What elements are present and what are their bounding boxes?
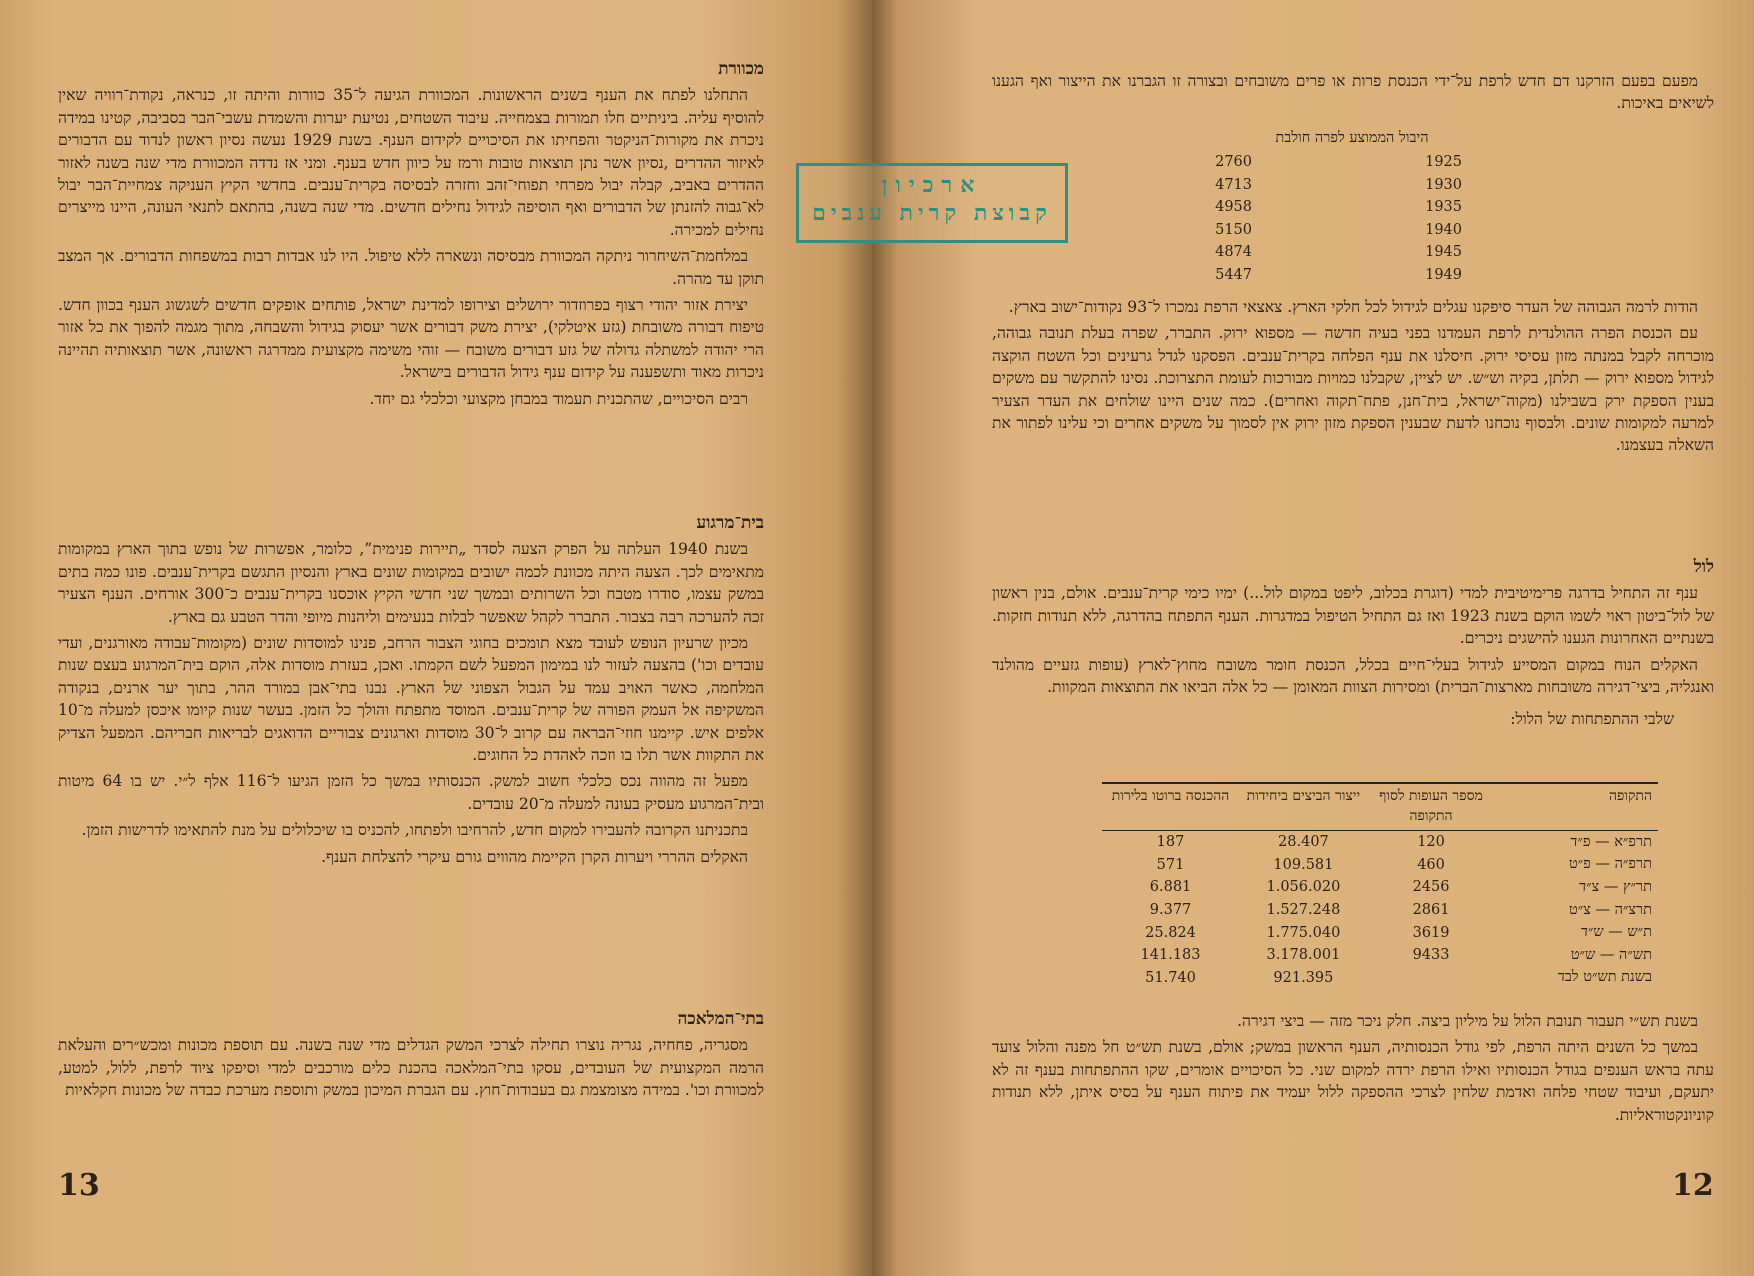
table-cell: 9433 xyxy=(1412,947,1450,964)
table-cell: 28.407 xyxy=(1278,834,1329,851)
table-caption: שלבי ההתפתחות של הלול: xyxy=(1510,710,1674,729)
paragraph: ענף זה התחיל בדרגה פרימיטיבית למדי (דוגרת בכלוב, ליפט במקום לול...) ימיו כימי קרית־ענבים. אולם, בנין ראשון של לול־ביטון ראוי לשמו הוקם בשנת 1923 ואז גם התחיל הטיפול במדגרות. הענף התפתח בהדרגה, ללא תנודות חזקות. בשנתיים האחרונות הגענו להישגים ניכרים. xyxy=(992,584,1714,648)
paragraph: הודות לרמה הגבוהה של העדר סיפקנו עגלים לגידול לכל חלקי הארץ. צאצאי הרפת נמכרו ל־93 נקודות־ישוב בארץ. xyxy=(1008,298,1698,316)
column-header: מספר העופות לסוף התקופה xyxy=(1368,783,1495,831)
table-cell: 6.881 xyxy=(1149,879,1192,896)
table-cell: תרפ״ה — פ״ט xyxy=(1569,856,1652,873)
table-cell: בשנת תש״ט לבד xyxy=(1557,969,1652,986)
milk-value: 2760 xyxy=(1215,154,1252,170)
left-column-rest-home xyxy=(58,512,764,872)
milk-year: 1930 xyxy=(1425,177,1462,193)
milk-year: 1949 xyxy=(1425,267,1462,283)
table-cell xyxy=(1368,967,1495,990)
table-cell: 9.377 xyxy=(1149,902,1192,919)
dairy-text xyxy=(992,296,1714,461)
table-cell: תש״ה — ש״ט xyxy=(1570,946,1652,963)
section-heading-poultry: לול xyxy=(1693,557,1714,577)
milk-row xyxy=(1102,177,1502,199)
paragraph: מפעם בפעם הזרקנו דם חדש לרפת על־ידי הכנסת פרות או פרים משובחים ובצורה זו הגברנו את הייצור ואף הגענו לשיאים באיכות. xyxy=(992,72,1714,113)
table-cell: 571 xyxy=(1156,856,1185,873)
paragraph: האקלים הנוח במקום המסייע לגידול בעלי־חיים בכלל, הכנסת חומר משובח מחוץ־לארץ (עופות גזעיים מהולנד ואנגליה, ביצי־דגירה משובחות מארצות־הברית) ומסירות הצוות המאומן — כל אלה הביאו את התוצאות המקוות. xyxy=(992,655,1714,697)
table-cell: 921.395 xyxy=(1273,969,1334,986)
section-heading-workshops: בתי־המלאכה xyxy=(677,1009,764,1029)
paragraph: התחלנו לפתח את הענף בשנים הראשונות. המכוורת הגיעה ל־35 כוורות והיתה זו, כנראה, נקודת־רוויה שאין להוסיף עליה. ביניתיים חלו תמורות בצמחייה. עיבוד השטחים, נטיעת יערות והשמדת עשבי־הבר בסביבה, קטינו במידה ניכרת את מקורות־הניקטר והפחיתו את הסיכויים לקידום הענף. בשנת 1929 נעשה נסיון ראשון לנדוד עם הדבורים לאיזור ההדרים ,נסיון אשר נתן תוצאות טובות ורמז על כיוון חדש בענף. ומני אז נדדה המכוורת מדי שנה בשנה לאזור ההדרים באביב, קבלה יבול מפרחי תפוחי־זהב וחזרה לבסיסה בקרית־ענבים. בחדשי הקיץ העניקה צמחיית־הבר יבול לא־גבוה להזנתן של הדבורים ואף הוסיפה לגידול נחילים חדשים. מדי שנה בשנה, בהתאם לתנאי העונה, היינו מייצרים נחילים למכירה. xyxy=(58,86,765,239)
page-number: 13 xyxy=(58,1168,100,1203)
table-cell: 2456 xyxy=(1412,879,1450,896)
paragraph: רבים הסיכויים, שהתכנית תעמוד במבחן מקצועי וכלכלי גם יחד. xyxy=(369,389,748,408)
table-cell: 25.824 xyxy=(1145,924,1196,941)
table-cell: 109.581 xyxy=(1273,856,1334,873)
milk-row xyxy=(1102,222,1502,244)
section-heading-rest-home: בית־מרגוע xyxy=(696,513,764,533)
poultry-text xyxy=(992,556,1714,735)
milk-value: 5447 xyxy=(1215,267,1252,283)
closing-text xyxy=(992,1010,1714,1130)
column-header: ייצור הביצים ביחידות xyxy=(1239,783,1368,831)
paragraph: האקלים ההררי ויערות הקרן הקיימת מהווים גורם עיקרי להצלחת הענף. xyxy=(321,847,748,866)
milk-year: 1945 xyxy=(1425,244,1462,260)
paragraph: יצירת אזור יהודי רצוף בפרוזדור ירושלים וצירופו למדינת ישראל, פותחים אופקים חדשים לשגשוג הענף בכוון חדש. טיפוח דבורה משובחת (גזע איטלקי), יצירת משק דבורים אשר יעסוק בגידול והשבחה, מתוך מגמה להפוך את כל אזור הרי יהודה למשתלה גדולה של גזע דבורים משובח — זוהי משימה מקצועית ממדרגה ראשונה, אשר תוצאותיה תהיינה ניכרות מאוד ותשפענה על קידום ענף גידול הדבורים בישראל. xyxy=(58,296,764,382)
paragraph: מפעל זה מהווה נכס כלכלי חשוב למשק. הכנסותיו במשך כל הזמן הגיעו ל־116 אלף ל״י. יש בו 64 מיטות ובית־המרגוע מעסיק בעונה למעלה מ־20 עובדים. xyxy=(58,772,764,813)
table-cell: 120 xyxy=(1417,834,1445,851)
table-row xyxy=(1102,899,1658,922)
milk-year: 1925 xyxy=(1425,154,1462,170)
table-cell: 460 xyxy=(1417,856,1445,873)
page-13 xyxy=(0,0,872,1276)
table-cell: 187 xyxy=(1156,834,1185,851)
milk-row xyxy=(1102,244,1502,266)
table-cell: תרצ״ה — צ״ט xyxy=(1569,901,1652,918)
paragraph: עם הכנסת הפרה ההולנדית לרפת העמדנו בפני בעיה חדשה — מספוא ירוק. התברר, שפרה בעלת תנובה גבוהה, מוכרחה לקבל במנתה מזון עסיסי ירוק. חיסלנו את ענף הפלחה בקרית־ענבים. הפסקנו לגדל גרעינים וכל השטח הוקצה לגידול מספוא ירוק — תלתן, בקיה וש״ש. יש לציין, שקבלנו כמויות מבורכות לעומת התצרוכת. נסינו להתקשר עם משקים בענין הספקת ירק בשבילנו (מקוה־ישראל, בית־חנן, פתח־תקוה ואחרים). כמה שנים היינו שולחים את העדר הצעיר למרעה למקומות שונים. ולבסוף נוכחנו לדעת שבענין הספקת מזון ירוק אין לסמוך על משקים אחרים וכי עלינו לפתור את השאלה בעצמנו. xyxy=(992,324,1714,455)
milk-row xyxy=(1102,154,1502,176)
milk-row xyxy=(1102,199,1502,221)
table-cell: 3619 xyxy=(1412,924,1450,941)
paragraph: במלחמת־השיחרור ניתקה המכוורת מבסיסה ונשארה ללא טיפול. היו לנו אבדות רבות במשפחות הדבורים. אך המצב תוקן עד מהרה. xyxy=(58,247,764,288)
table-cell: 2861 xyxy=(1412,902,1450,919)
archive-stamp xyxy=(796,163,1068,243)
table-cell: ת״ש — ש״ד xyxy=(1580,924,1652,941)
milk-year: 1935 xyxy=(1425,199,1462,215)
milk-value: 4958 xyxy=(1215,199,1252,215)
table-cell: 3.178.001 xyxy=(1266,947,1341,964)
table-cell: 1.527.248 xyxy=(1266,902,1341,919)
poultry-development-table xyxy=(1102,782,1658,989)
milk-table-caption: היבול הממוצע לפרה חולבת xyxy=(1275,130,1429,146)
table-row xyxy=(1102,854,1658,877)
milk-year: 1940 xyxy=(1425,222,1462,238)
milk-yield-table xyxy=(1102,130,1502,290)
milk-value: 4713 xyxy=(1215,177,1252,193)
left-column-workshops xyxy=(58,1008,764,1106)
paragraph: במשך כל השנים היתה הרפת, לפי גודל הכנסותיה, הענף הראשון במשק; אולם, בשנת תש״ט חל מפנה והלול צועד עתה בראש הענפים בגודל הכנסותיו ואילו הרפת ירדה למקום שני. כל הסיכויים אומרים, שקו ההתפתחות בענף זה לא יתעקם, ועיבוד שטחי פלחה ואדמת שלחין לצרכי ההספקה ללול יעמיד את פיתוח הענף על בסיס איתן, ללא תנודות קוניונקטוראליות. xyxy=(992,1038,1714,1124)
milk-value: 5150 xyxy=(1215,222,1252,238)
paragraph: בתכניתנו הקרובה להעבירו למקום חדש, להרחיבו ולפתחו, להכניס בו שיכלולים על מנת להתאימו לדרישות הזמן. xyxy=(81,821,748,840)
table-row xyxy=(1102,921,1658,944)
column-header: ההכנסה ברוטו בלירות xyxy=(1102,783,1239,831)
table-cell: 1.775.040 xyxy=(1266,924,1341,941)
table-cell: 51.740 xyxy=(1145,969,1196,986)
milk-row xyxy=(1102,267,1502,289)
paragraph: מסגריה, פחחיה, נגריה נוצרו תחילה לצרכי המשק הגדלים מדי שנה בשנה. עם תוספת מכונות ומכש״רים והעלאת הרמה המקצועית של העובדים, עסקו בתי־המלאכה בהכנת כלים מורכבים למדי וסיפקו ציוד לרפת, ללול, למטע, למכוורת וכו'. במידה מצומצמת גם בעבודות־חוץ. עם הגברת המיכון במשק ותוספת מערכת כבדה של מכונות חקלאיות xyxy=(58,1036,764,1100)
paragraph: בשנת 1940 העלתה על הפרק הצעה לסדר „תיירות פנימית”, כלומר, אפשרות של נופש בתוך הארץ במקומות מתאימים לכך. הצעה היתה מכוונת לכמה ישובים במקומות שונים בארץ והנסיון התגשם בקרית־ענבים. פונו כמה בתים במשק עצמו, סודרו מטבח וכל השרותים ובמשך שני חדשי הקיץ אוכסנו בקרית־ענבים כ־300 אורחים. הענף הצעיר זכה להערכה רבה בצבור. התברר לקהל שאפשר לבלות בנעימים וליהנות מיופי והדר הטבע גם בארץ. xyxy=(58,540,764,626)
table-cell: 141.183 xyxy=(1140,947,1201,964)
column-header: התקופה xyxy=(1494,783,1658,831)
table-row xyxy=(1102,944,1658,967)
milk-value: 4874 xyxy=(1215,244,1252,260)
stamp-line-1: ארכיון xyxy=(881,172,983,198)
left-column xyxy=(58,58,764,414)
table-cell: 1.056.020 xyxy=(1266,879,1341,896)
intro-text xyxy=(992,70,1714,119)
table-row xyxy=(1102,831,1658,854)
table-cell: תרפ״א — פ״ד xyxy=(1570,833,1652,850)
page-number: 12 xyxy=(1672,1168,1714,1203)
table-row xyxy=(1102,876,1658,899)
stamp-line-2: קבוצת קרית ענבים xyxy=(812,200,1052,226)
section-heading-apiary: מכוורת xyxy=(718,59,764,79)
table-row xyxy=(1102,967,1658,990)
table-cell: תר״ץ — צ״ד xyxy=(1579,878,1652,895)
paragraph: בשנת תש״י תעבור תנובת הלול על מיליון ביצה. חלק ניכר מזה — ביצי דגירה. xyxy=(1237,1012,1698,1030)
paragraph: מכיון שרעיון הנופש לעובד מצא תומכים בחוגי הצבור הרחב, פנינו למוסדות שונים (מקומות־עבודה מאורגנים, ועדי עובדים וכו') בהצעה לעזור לנו במימון המפעל לשם הקמתו. ואכן, בעזרת מוסדות אלה, הוקם בית־המרגוע בעצם שנות המלחמה, כאשר האויב עמד על הגבול הצפוני של הארץ. נבנו בתי־אבן במורד ההר, בתוך יער ארנים, בנקודה המשקיפה אל העמק הפורה של קרית־ענבים. המוסד מתפתח והולך כל הזמן. בעשר שנות קיומו איכסן למעלה מ־10 אלפים איש. קיימנו חוזי־הבראה עם קרוב ל־30 מוסדות וארגונים צבוריים הדואגים לבריאות חבריהם. המפעל הצדיק את התקוות אשר תלו בו וזכה לאהדת כל החוגים. xyxy=(58,634,764,765)
